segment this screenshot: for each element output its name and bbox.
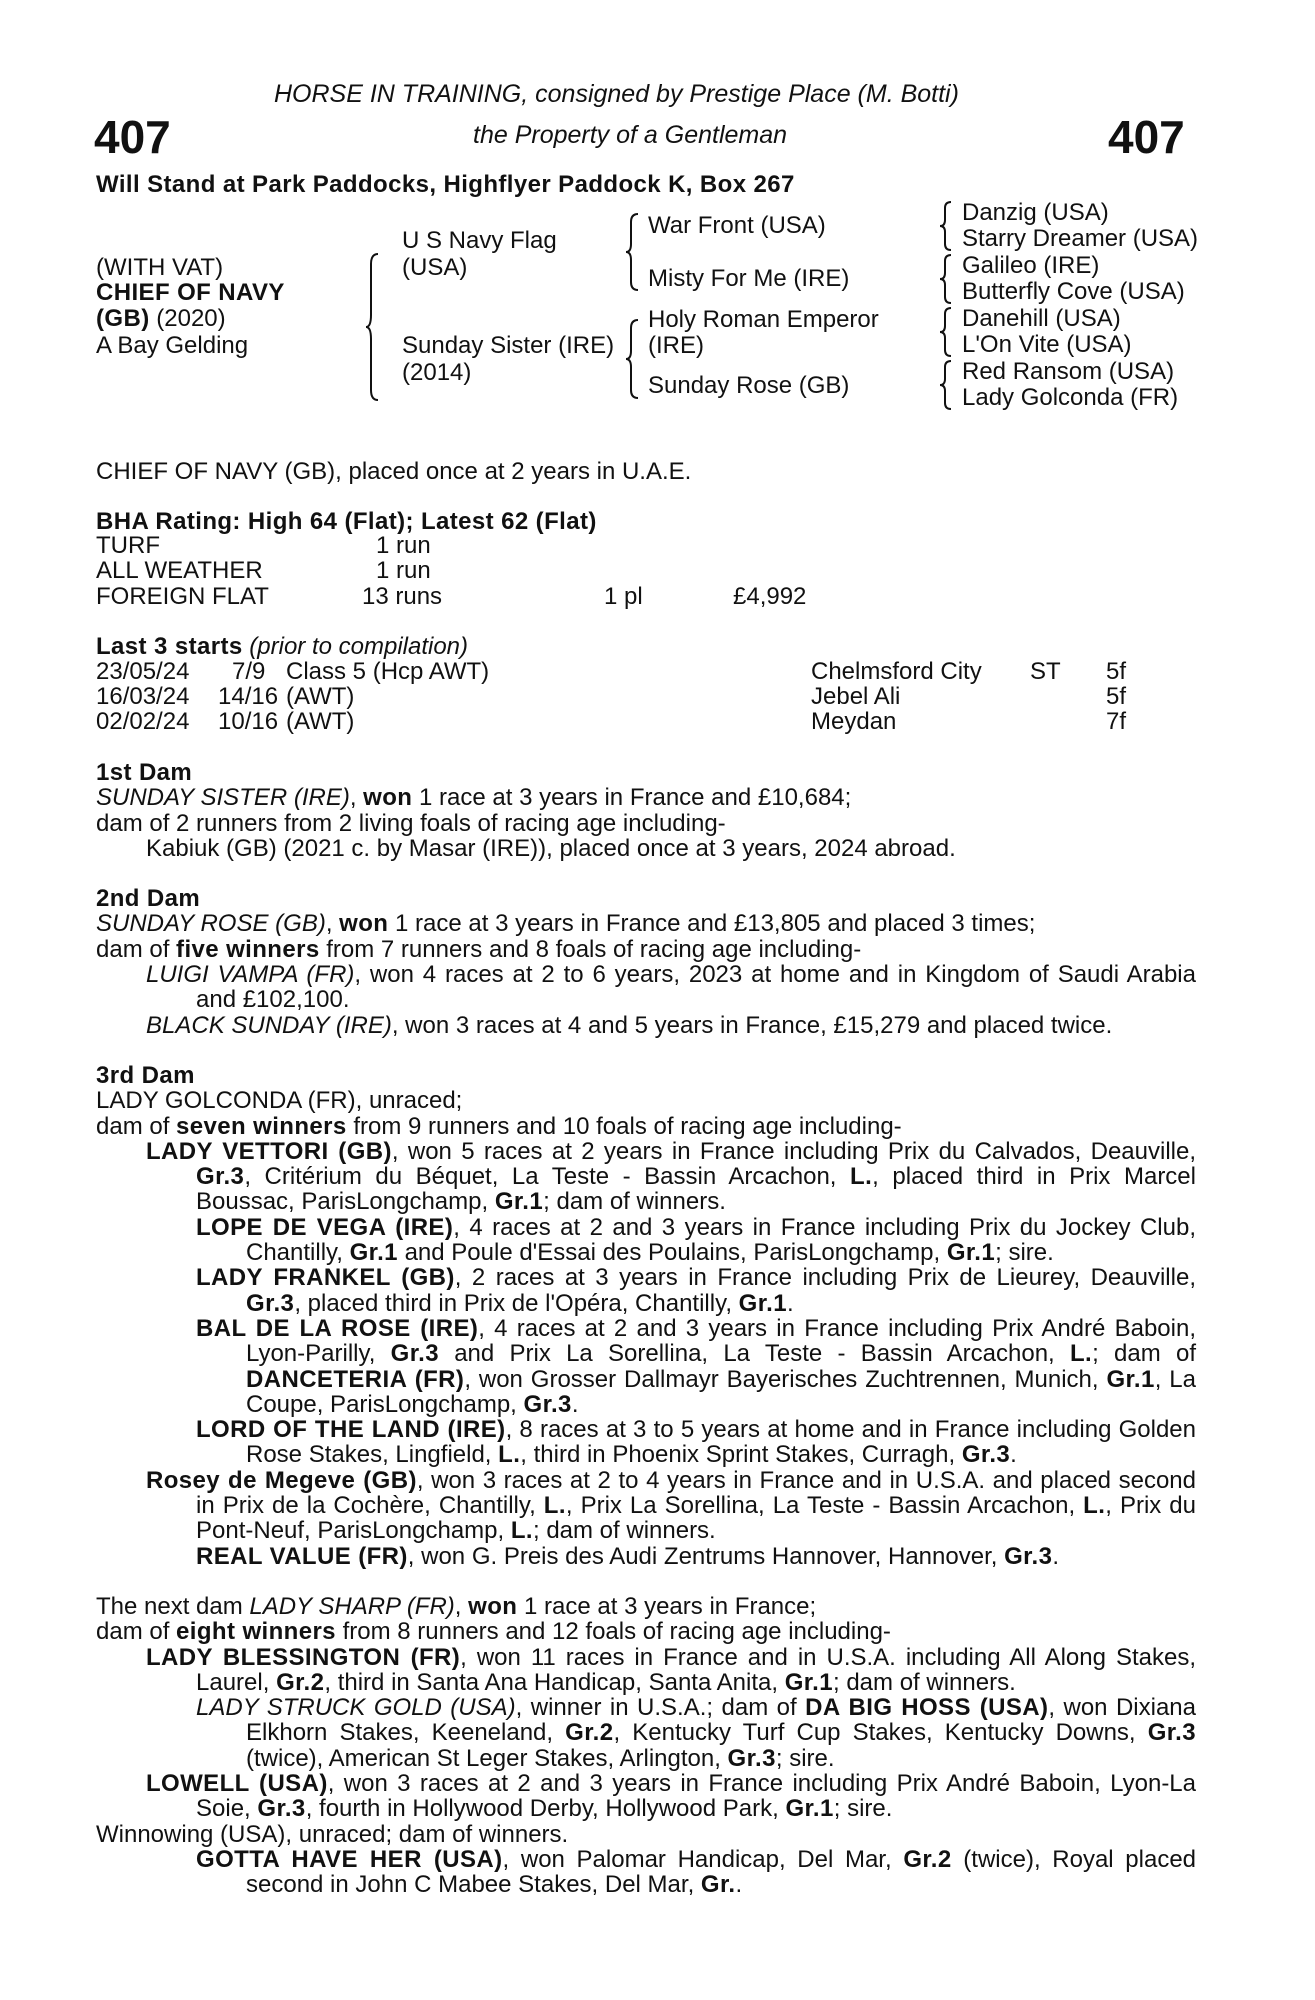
next-dam-entry: GOTTA HAVE HER (USA), won Palomar Handicap, Del Mar, Gr.2 (twice), Royal placed second in John C Mabee Stakes, Del Mar, Gr.. xyxy=(196,1845,1197,1899)
first-dam-heading: 1st Dam xyxy=(96,759,193,786)
pedigree-bracket-main xyxy=(366,252,380,402)
pedigree-g-ddd: Lady Golconda (FR) xyxy=(962,384,1179,411)
pedigree-g-sds: Galileo (IRE) xyxy=(962,252,1100,279)
pedigree-bracket-g2 xyxy=(940,253,952,305)
start-distance: 5f xyxy=(1106,658,1127,685)
pedigree-dam-name: Sunday Sister (IRE) xyxy=(402,332,615,359)
third-dam-produce: dam of seven winners from 9 runners and 10 foals of racing age including- xyxy=(96,1112,902,1140)
consignment-line: HORSE IN TRAINING, consigned by Prestige Place (M. Botti) xyxy=(274,80,959,108)
start-race: (AWT) xyxy=(286,683,355,710)
pedigree-sire-sire: War Front (USA) xyxy=(648,212,826,239)
record-prize-foreign: £4,992 xyxy=(733,583,807,610)
pedigree-dam-sire-origin: (IRE) xyxy=(648,332,704,359)
first-dam-record: SUNDAY SISTER (IRE), won 1 race at 3 years in France and £10,684; xyxy=(96,784,852,812)
next-dam-entry: Winnowing (USA), unraced; dam of winners. xyxy=(96,1820,569,1848)
next-dam-entry: LADY BLESSINGTON (FR), won 11 races in France and in U.S.A. including All Along Stakes, Laurel, Gr.2, third in Santa Ana Handicap, Santa Anita, Gr.1; dam of winners. xyxy=(146,1643,1196,1696)
pedigree-g-dss: Danehill (USA) xyxy=(962,305,1121,332)
property-line: the Property of a Gentleman xyxy=(473,121,788,149)
third-dam-record: LADY GOLCONDA (FR), unraced; xyxy=(96,1087,463,1115)
start-course: Chelmsford City xyxy=(811,658,982,685)
first-dam-produce: dam of 2 runners from 2 living foals of racing age including- xyxy=(96,809,726,837)
record-runs-aw: 1 run xyxy=(376,557,431,584)
third-dam-entry: LADY FRANKEL (GB), 2 races at 3 years in France including Prix de Lieurey, Deauville, Gr.3, placed third in Prix de l'Opéra, Chantilly, Gr.1. xyxy=(196,1264,1196,1317)
pedigree-g-sdd: Butterfly Cove (USA) xyxy=(962,278,1185,305)
start-date: 23/05/24 xyxy=(96,658,190,685)
second-dam-foal: LUIGI VAMPA (FR), won 4 races at 2 to 6 years, 2023 at home and in Kingdom of Saudi Arabia and £102,100. xyxy=(146,961,1196,1014)
third-dam-entry: Rosey de Megeve (GB), won 3 races at 2 to 4 years in France and in U.S.A. and placed second in Prix de la Cochère, Chantilly, L., Prix La Sorellina, La Teste - Bassin Arcachon, L., Prix du Pont-Neuf, ParisLongchamp, L.; dam of winners. xyxy=(146,1466,1197,1545)
horse-year: (2020) xyxy=(156,305,226,332)
last-starts-heading: Last 3 starts (prior to compilation) xyxy=(96,633,469,660)
third-dam-entry: REAL VALUE (FR), won G. Preis des Audi Zentrums Hannover, Hannover, Gr.3. xyxy=(196,1542,1060,1570)
next-dam-entry: LOWELL (USA), won 3 races at 2 and 3 years in France including Prix André Baboin, Lyon-La Soie, Gr.3, fourth in Hollywood Derby, Hollywood Park, Gr.1; sire. xyxy=(146,1769,1197,1823)
start-position: 10/16 xyxy=(218,708,279,735)
pedigree-sire-origin: (USA) xyxy=(402,254,468,281)
horse-origin: (GB) xyxy=(96,305,150,332)
start-distance: 7f xyxy=(1106,708,1127,735)
lot-number-right: 407 xyxy=(1108,111,1185,163)
pedigree-g-ssd: Starry Dreamer (USA) xyxy=(962,225,1199,252)
horse-description: A Bay Gelding xyxy=(96,332,249,359)
start-race: (AWT) xyxy=(286,708,355,735)
third-dam-entry: LADY VETTORI (GB), won 5 races at 2 years in France including Prix du Calvados, Deauville, Gr.3, Critérium du Béquet, La Teste - Bassin Arcachon, L., placed third in Prix Marcel Boussac, ParisLongchamp, Gr.1; dam of winners. xyxy=(146,1137,1196,1216)
family-section xyxy=(96,760,1196,1897)
start-going: ST xyxy=(1030,658,1061,685)
second-dam-produce: dam of five winners from 7 runners and 8 foals of racing age including- xyxy=(96,935,862,963)
pedigree-bracket-sire xyxy=(626,212,640,292)
next-dam-record: The next dam LADY SHARP (FR), won 1 race at 3 years in France; xyxy=(96,1592,817,1620)
record-runs-turf: 1 run xyxy=(376,532,431,559)
record-label-turf: TURF xyxy=(96,532,160,559)
start-position: 14/16 xyxy=(218,683,279,710)
record-label-foreign: FOREIGN FLAT xyxy=(96,583,269,610)
pedigree-bracket-g4 xyxy=(940,359,952,411)
second-dam-record: SUNDAY ROSE (GB), won 1 race at 3 years in France and £13,805 and placed 3 times; xyxy=(96,910,1036,938)
first-dam-foal: Kabiuk (GB) (2021 c. by Masar (IRE)), placed once at 3 years, 2024 abroad. xyxy=(146,834,956,862)
pedigree-g-sss: Danzig (USA) xyxy=(962,199,1109,226)
lot-number-left: 407 xyxy=(94,111,171,163)
second-dam-foal: BLACK SUNDAY (IRE), won 3 races at 4 and 5 years in France, £15,279 and placed twice. xyxy=(146,1011,1113,1039)
third-dam-entry: LOPE DE VEGA (IRE), 4 races at 2 and 3 years in France including Prix du Jockey Club, Chantilly, Gr.1 and Poule d'Essai des Poulains, ParisLongchamp, Gr.1; sire. xyxy=(196,1213,1196,1267)
record-label-aw: ALL WEATHER xyxy=(96,557,263,584)
stand-location: Will Stand at Park Paddocks, Highflyer Paddock K, Box 267 xyxy=(96,171,795,198)
pedigree-g-dsd: L'On Vite (USA) xyxy=(962,331,1132,358)
third-dam-entry: BAL DE LA ROSE (IRE), 4 races at 2 and 3 years in France including Prix André Baboin, Lyon-Parilly, Gr.3 and Prix La Sorellina, La Teste - Bassin Arcachon, L.; dam of DANCETERIA (FR), won Grosser Dallmayr Bayerisches Zuchtrennen, Munich, Gr.1, La Coupe, ParisLongchamp, Gr.3. xyxy=(196,1314,1197,1418)
start-date: 02/02/24 xyxy=(96,708,190,735)
pedigree-dam-dam: Sunday Rose (GB) xyxy=(648,372,850,399)
pedigree-dam-sire: Holy Roman Emperor xyxy=(648,306,879,333)
pedigree-sire-name: U S Navy Flag xyxy=(402,227,557,254)
next-dam-entry: LADY STRUCK GOLD (USA), winner in U.S.A.; dam of DA BIG HOSS (USA), won Dixiana Elkhorn Stakes, Keeneland, Gr.2, Kentucky Turf Cup Stakes, Kentucky Downs, Gr.3 (twice), American St Leger Stakes, Arlington, Gr.3; sire. xyxy=(196,1694,1197,1772)
pedigree-dam-year: (2014) xyxy=(402,359,472,386)
pedigree-g-dds: Red Ransom (USA) xyxy=(962,358,1175,385)
vat-status: (WITH VAT) xyxy=(96,254,224,281)
start-position: 7/9 xyxy=(232,658,266,685)
horse-origin-year xyxy=(96,306,226,331)
bha-rating: BHA Rating: High 64 (Flat); Latest 62 (Flat) xyxy=(96,508,597,535)
record-runs-foreign: 13 runs xyxy=(362,583,443,610)
third-dam-heading: 3rd Dam xyxy=(96,1061,195,1089)
start-course: Jebel Ali xyxy=(811,683,901,710)
horse-name: CHIEF OF NAVY xyxy=(96,279,285,306)
pedigree-bracket-dam xyxy=(626,318,640,400)
pedigree-sire-dam: Misty For Me (IRE) xyxy=(648,265,850,292)
second-dam-heading: 2nd Dam xyxy=(96,885,201,913)
start-date: 16/03/24 xyxy=(96,683,190,710)
record-placed-foreign: 1 pl xyxy=(604,583,643,610)
start-distance: 5f xyxy=(1106,683,1127,710)
third-dam-entry: LORD OF THE LAND (IRE), 8 races at 3 to 5 years at home and in France including Golden Rose Stakes, Lingfield, L., third in Phoenix Sprint Stakes, Curragh, Gr.3. xyxy=(196,1416,1197,1469)
pedigree-bracket-g3 xyxy=(940,306,952,358)
race-summary: CHIEF OF NAVY (GB), placed once at 2 years in U.A.E. xyxy=(96,458,692,485)
next-dam-produce: dam of eight winners from 8 runners and 12 foals of racing age including- xyxy=(96,1618,891,1646)
pedigree-bracket-g1 xyxy=(940,200,952,252)
start-course: Meydan xyxy=(811,708,897,735)
start-race: Class 5 (Hcp AWT) xyxy=(286,658,490,685)
